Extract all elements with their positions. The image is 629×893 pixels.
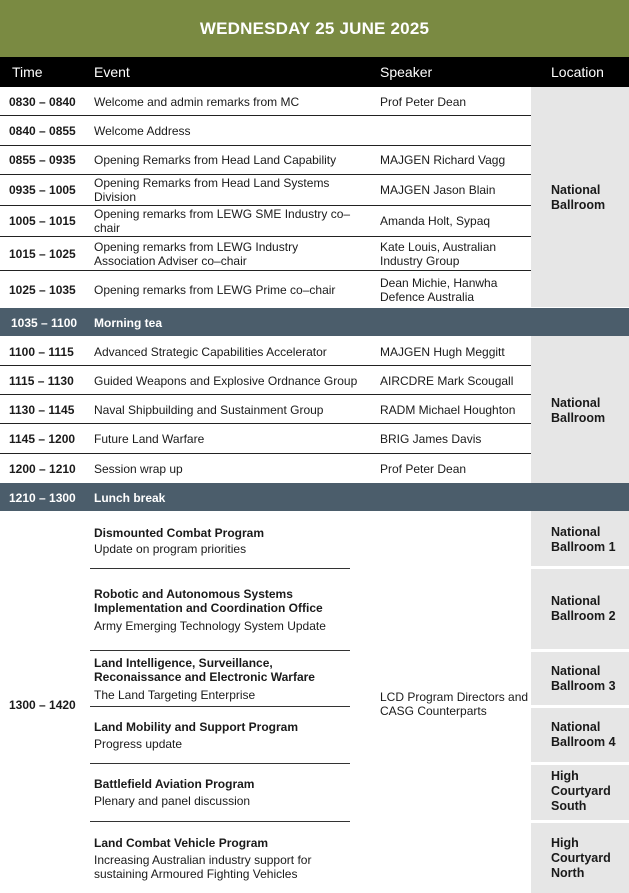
header-event: Event [94,64,130,80]
session-title: Land Mobility and Support Program [94,720,298,734]
row-time: 1145 – 1200 [9,432,76,446]
row-divider [0,174,531,175]
session-title: Robotic and Autonomous Systems Implementation and Coordination Office [94,587,323,615]
session-divider [90,650,350,651]
row-time: 1130 – 1145 [9,403,75,417]
row-event: Naval Shipbuilding and Sustainment Group [94,403,324,417]
row-event: Opening remarks from LEWG SME Industry co–chair [94,207,351,235]
day-banner [0,0,629,57]
row-event: Advanced Strategic Capabilities Accelerator [94,345,327,359]
row-speaker: MAJGEN Richard Vagg [380,153,506,167]
session-location: National Ballroom 2 [551,594,616,623]
row-time: 1115 – 1130 [9,374,74,388]
location-divider [531,820,629,823]
row-event: Opening remarks from LEWG Prime co–chair [94,283,336,297]
table-header [0,57,629,87]
session-desc: Increasing Australian industry support for sustaining Armoured Fighting Vehicles [94,853,312,881]
session-location: High Courtyard North [551,836,611,880]
session-location: National Ballroom 4 [551,720,616,749]
row-speaker: Dean Michie, Hanwha Defence Australia [380,276,498,304]
session-divider [90,821,350,822]
row-time: 1005 – 1015 [9,214,76,228]
row-event: Opening Remarks from Head Land Systems Division [94,176,330,204]
row-event: Session wrap up [94,462,183,476]
row-time: 0935 – 1005 [9,183,76,197]
row-time: 1015 – 1025 [9,247,76,261]
row-speaker: Kate Louis, Australian Industry Group [380,240,497,268]
header-speaker: Speaker [380,64,433,80]
session-time: 1300 – 1420 [9,698,76,712]
location-label: National Ballroom [551,183,606,212]
session-divider [90,568,350,569]
row-event: Welcome and admin remarks from MC [94,95,300,109]
session-title: Land Combat Vehicle Program [94,836,269,850]
location-divider [531,705,629,708]
row-divider [0,205,531,206]
row-speaker: Prof Peter Dean [380,462,467,476]
row-speaker: Prof Peter Dean [380,95,467,109]
break-label: Morning tea [94,316,162,330]
break-row-lunch [0,483,629,511]
session-desc: The Land Targeting Enterprise [94,688,256,702]
row-speaker: BRIG James Davis [380,432,482,446]
row-divider [0,423,531,424]
row-divider [0,365,531,366]
row-event: Opening Remarks from Head Land Capability [94,153,337,167]
session-title: Land Intelligence, Surveillance, Reconaissance and Electronic Warfare [94,656,315,684]
session-desc: Plenary and panel discussion [94,794,251,808]
location-label: National Ballroom [551,396,606,425]
location-divider [531,566,629,569]
session-title: Battlefield Aviation Program [94,777,255,791]
row-divider [0,145,531,146]
row-speaker: Amanda Holt, Sypaq [380,214,491,228]
location-divider [531,649,629,652]
session-desc: Army Emerging Technology System Update [94,619,326,633]
session-divider [90,706,350,707]
day-title: WEDNESDAY 25 JUNE 2025 [199,18,430,38]
session-location: National Ballroom 3 [551,664,616,693]
header-time: Time [12,64,43,80]
session-speaker: LCD Program Directors and CASG Counterparts [380,690,529,718]
session-desc: Progress update [94,737,183,751]
row-speaker: MAJGEN Jason Blain [380,183,496,197]
break-time: 1210 – 1300 [9,491,76,505]
location-divider [531,762,629,765]
row-divider [0,394,531,395]
break-label: Lunch break [94,491,166,505]
row-divider [0,115,531,116]
row-time: 0840 – 0855 [9,124,76,138]
row-event: Welcome Address [94,124,191,138]
row-event: Guided Weapons and Explosive Ordnance Group [94,374,358,388]
row-time: 0855 – 0935 [9,153,76,167]
row-divider [0,453,531,454]
session-location: National Ballroom 1 [551,525,616,554]
header-location: Location [551,64,604,80]
session-location: High Courtyard South [551,769,611,813]
row-divider [0,236,531,237]
row-time: 1025 – 1035 [9,283,76,297]
break-row-morning-tea [0,308,629,336]
session-divider [90,763,350,764]
row-speaker: RADM Michael Houghton [380,403,516,417]
row-time: 1100 – 1115 [9,345,74,359]
session-desc: Update on program priorities [94,542,247,556]
row-divider [0,270,531,271]
row-speaker: AIRCDRE Mark Scougall [380,374,514,388]
row-speaker: MAJGEN Hugh Meggitt [380,345,505,359]
row-event: Opening remarks from LEWG Industry Association Adviser co–chair [94,240,299,268]
row-event: Future Land Warfare [94,432,205,446]
row-time: 0830 – 0840 [9,95,76,109]
break-time: 1035 – 1100 [11,316,78,330]
row-time: 1200 – 1210 [9,462,76,476]
session-title: Dismounted Combat Program [94,526,265,540]
